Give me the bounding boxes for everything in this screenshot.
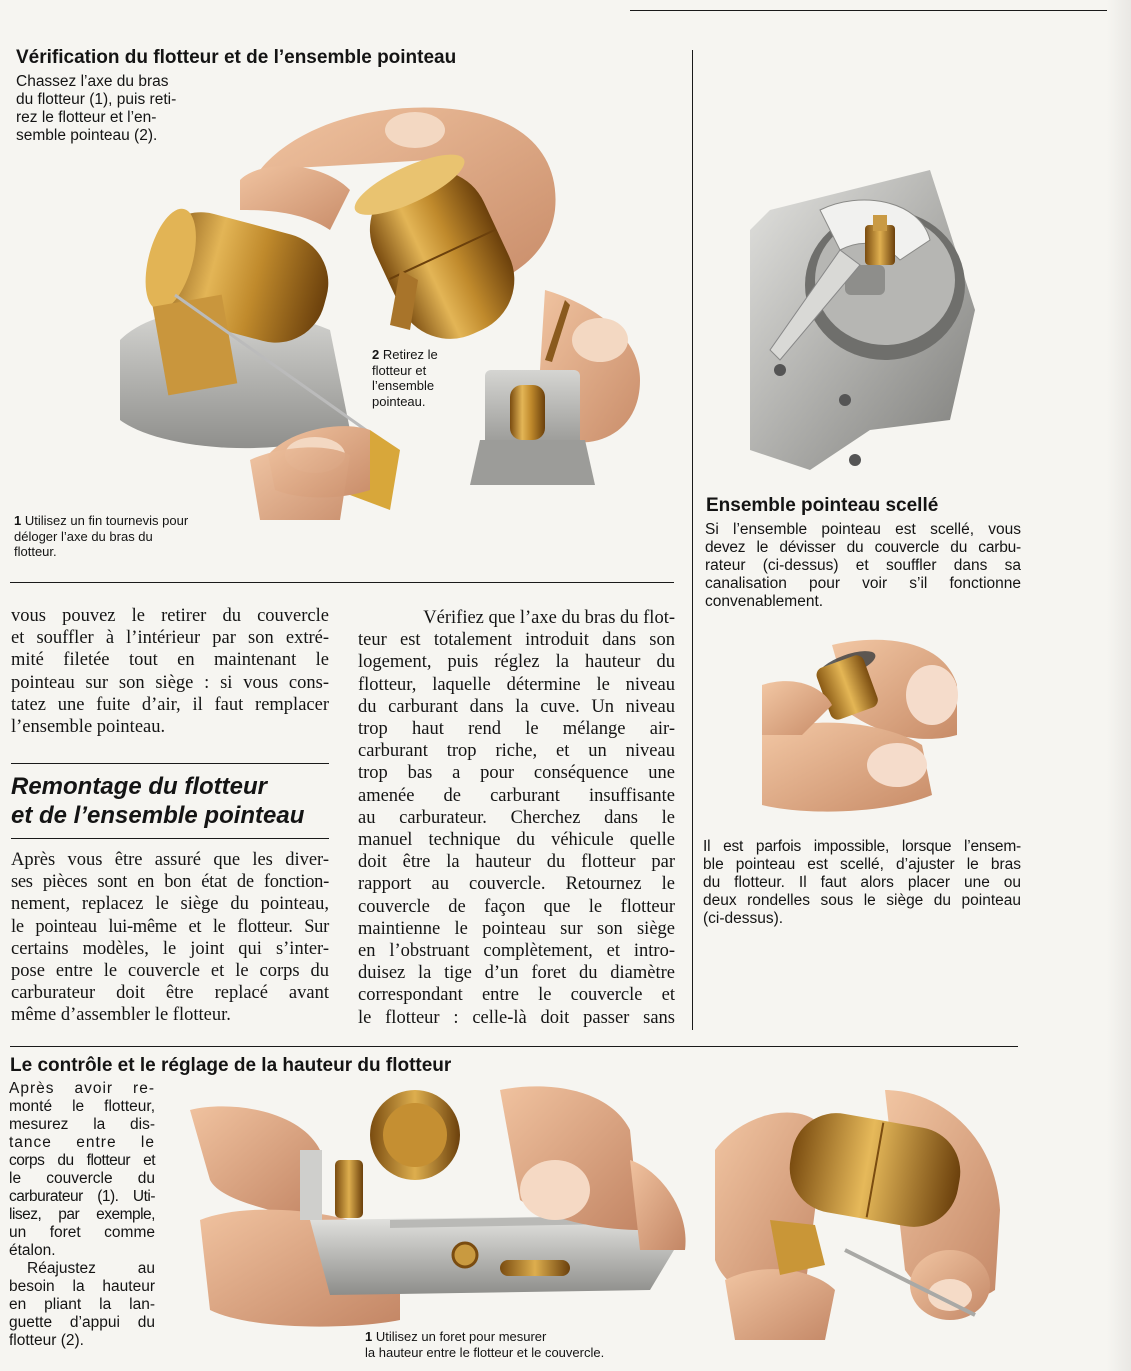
text-line: flotteur (2). (9, 1332, 84, 1349)
text-line: en l’obstruant complètement, et intro- (358, 941, 675, 962)
text-line: mesurez la dis- (9, 1116, 155, 1133)
text-line: ses pièces sont en bon état de fonction- (11, 872, 329, 893)
text-line: un foret comme (9, 1224, 155, 1241)
heading-line: Remontage du flotteur (11, 773, 267, 800)
caption2-line: l’ensemble (372, 378, 435, 393)
caption1-line: déloger l’axe du bras du (14, 528, 153, 544)
top-right-rule (630, 10, 1118, 11)
remontage-heading (11, 772, 341, 830)
caption2-line: Retirez le (382, 347, 438, 362)
text-line: carburateur (1). Uti- (9, 1188, 155, 1205)
text-line: rateur (ci-dessus) et souffler dans sa (705, 557, 1021, 574)
text-line: lisez, par exemple, (9, 1206, 155, 1223)
section2-caption1 (365, 1329, 685, 1360)
section1-caption2 (372, 347, 482, 409)
section2-top-rule (10, 1046, 1018, 1047)
text-line: Si l’ensemble pointeau est scellé, vous (705, 521, 1021, 538)
column-divider-middle (342, 598, 343, 1028)
text-line: étalon. (9, 1242, 56, 1259)
caption2-number: 2 (372, 347, 380, 362)
text-line: l’ensemble pointeau. (11, 717, 166, 738)
text-line: devez le dévisser du couvercle du carbu- (705, 539, 1021, 556)
text-line: Après vous être assuré que les diver- (11, 850, 329, 870)
section1-intro-line: du flotteur (1), puis reti- (16, 91, 177, 108)
tab-bending-illustration (705, 1090, 1005, 1350)
text-line: du carburant dans la cuve. Un niveau (358, 696, 675, 717)
text-line: doit être la hauteur du flotteur par (358, 852, 675, 873)
heading-line: et de l’ensemble pointeau (11, 802, 305, 829)
text-line: corps du flotteur et (9, 1152, 155, 1169)
text-line: correspondant entre le couvercle et (358, 985, 675, 1006)
heading-top-rule (11, 763, 329, 764)
text-line: duisez la tige d’un foret du diamètre (358, 963, 675, 984)
text-line: du flotteur. Il faut alors placer une ou (703, 874, 1021, 891)
section1-title: Vérification du flotteur et de l’ensemble pointeau (16, 47, 457, 68)
scan-edge-shadow (1107, 0, 1131, 1371)
text-line: manuel technique du véhicule quelle (358, 830, 675, 851)
float-removal-illustration (100, 100, 660, 530)
text-line: en pliant la lan- (9, 1296, 155, 1313)
text-line: tatez une fuite d’air, il faut remplacer (11, 694, 329, 715)
text-line: rapport au couvercle. Retournez le (358, 874, 675, 895)
text-line: carburant trop riche, et un niveau (358, 741, 675, 762)
text-line: le flotteur : celle-là doit passer sans (358, 1007, 675, 1028)
heading-bottom-rule (11, 838, 329, 839)
column-divider-right (692, 50, 693, 1030)
text-line: même d’assembler le flotteur. (11, 1005, 231, 1026)
section1-intro-line: semble pointeau (2). (16, 127, 158, 144)
sidebar-paragraph (705, 521, 1021, 611)
text-line: trop haut rend le mélange air- (358, 719, 675, 740)
text-line: au carburateur. Cherchez dans le (358, 807, 675, 828)
text-line: certains modèles, le joint qui s’inter- (11, 938, 329, 959)
text-line: le pointeau lui-même et le flotteur. Sur (11, 916, 329, 937)
text-line: canalisation pour voir s’il fonctionne (705, 575, 1021, 592)
text-line: couvercle de façon que le flotteur (358, 896, 675, 917)
caption1-number: 1 (14, 513, 22, 528)
text-line: Vérifiez que l’axe du bras du flot- (423, 608, 675, 628)
wrench-unscrewing-illustration (750, 170, 980, 470)
text-line: monté le flotteur, (9, 1098, 155, 1115)
caption1-line: flotteur. (14, 544, 57, 559)
sidebar-paragraph2 (703, 838, 1021, 928)
caption-line: la hauteur entre le flotteur et le couvercle. (365, 1344, 605, 1360)
text-line: tance entre le (9, 1134, 155, 1151)
caption-number: 1 (365, 1329, 373, 1344)
text-line: carburateur doit être replacé avant (11, 983, 329, 1004)
text-line: maintienne le pointeau sur son siège (358, 918, 675, 939)
section2-title: Le contrôle et le réglage de la hauteur du flotteur (10, 1055, 452, 1076)
text-line: convenablement. (705, 593, 824, 610)
sidebar-title: Ensemble pointeau scellé (706, 495, 939, 516)
text-line: ble pointeau est scellé, d’ajuster le bras (703, 856, 1021, 873)
text-line: Après avoir re- (9, 1080, 155, 1097)
middle-column-paragraph (358, 607, 675, 1029)
section1-caption1 (14, 513, 254, 560)
caption-line: Utilisez un foret pour mesurer (375, 1329, 547, 1344)
section2-intro (9, 1080, 155, 1350)
text-line: pointeau sur son siège : si vous cons- (11, 672, 329, 693)
text-line: deux rondelles sous le siège du pointeau (703, 892, 1021, 909)
text-line: le couvercle du (9, 1170, 155, 1187)
text-line: pose entre le couvercle et le corps du (11, 961, 329, 982)
float-height-measurement-illustration (170, 1080, 690, 1330)
text-line: Réajustez au (27, 1260, 155, 1277)
washer-fitting-illustration (762, 625, 962, 815)
section1-bottom-rule (10, 582, 674, 583)
text-line: (ci-dessus). (703, 910, 784, 927)
text-line: flotteur, laquelle détermine le niveau (358, 674, 675, 695)
left-column-paragraph2 (11, 849, 329, 1027)
text-line: trop bas a pour conséquence une (358, 763, 675, 784)
text-line: amenée de carburant insuffisante (358, 785, 675, 806)
text-line: et souffler à l’intérieur par son extré- (11, 628, 329, 649)
caption1-line: Utilisez un fin tournevis pour (24, 513, 189, 528)
caption2-line: pointeau. (372, 393, 426, 409)
text-line: mité filetée tout en maintenant le (11, 650, 329, 671)
text-line: vous pouvez le retirer du couvercle (11, 606, 329, 626)
caption2-line: flotteur et (372, 362, 427, 378)
text-line: besoin la hauteur (9, 1278, 155, 1295)
text-line: teur est totalement introduit dans son (358, 630, 675, 651)
text-line: Il est parfois impossible, lorsque l’ensem- (703, 838, 1021, 855)
text-line: logement, puis réglez la hauteur du (358, 652, 675, 673)
left-column-paragraph (11, 605, 329, 738)
section1-intro-line: rez le flotteur et l’en- (16, 109, 157, 126)
section1-intro-line: Chassez l’axe du bras (16, 73, 169, 90)
text-line: guette d’appui du (9, 1314, 155, 1331)
text-line: nement, replacez le siège du pointeau, (11, 894, 329, 915)
